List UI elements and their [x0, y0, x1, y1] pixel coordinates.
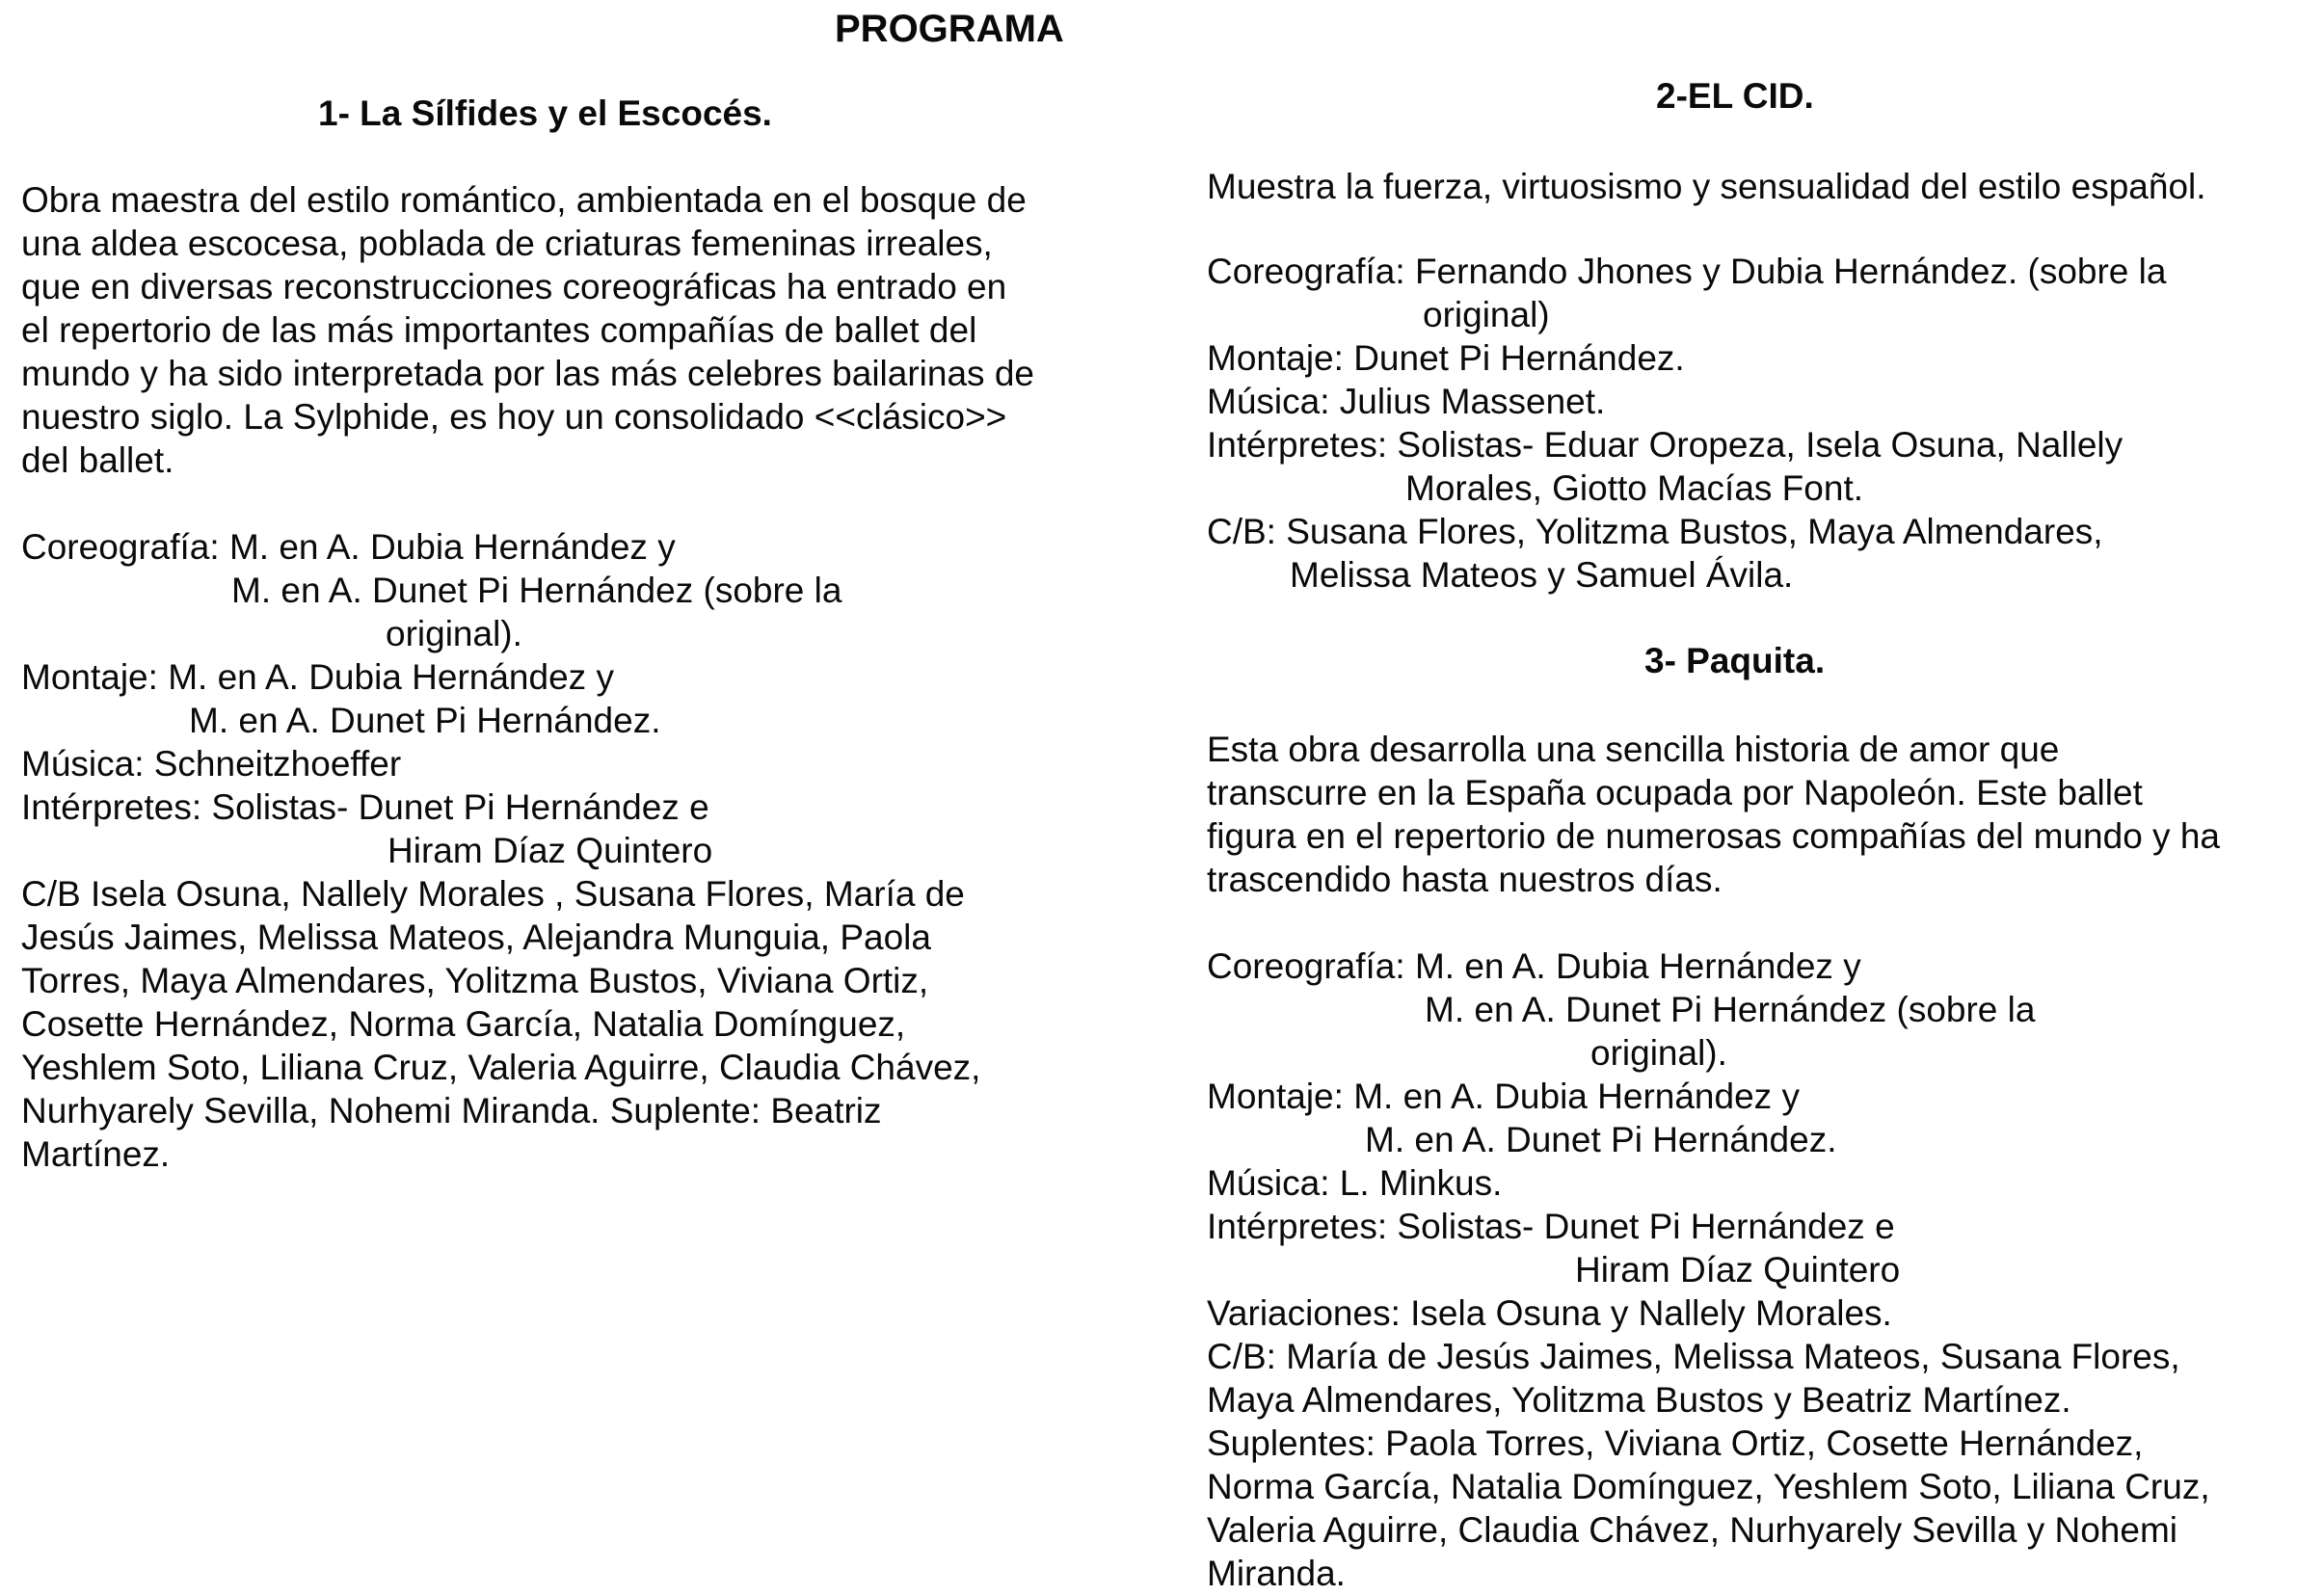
- credit-line: Miranda.: [1207, 1554, 1346, 1593]
- credit-line: Suplentes: Paola Torres, Viviana Ortiz, Cosette Hernández,: [1207, 1423, 2144, 1463]
- credit-line: M. en A. Dunet Pi Hernández.: [189, 701, 661, 740]
- credit-line: M. en A. Dunet Pi Hernández (sobre la: [1425, 990, 2036, 1029]
- credit-line: original): [1423, 295, 1550, 334]
- credit-line: Norma García, Natalia Domínguez, Yeshlem Soto, Liliana Cruz,: [1207, 1467, 2210, 1506]
- credit-line: Melissa Mateos y Samuel Ávila.: [1290, 555, 1794, 595]
- credit-line: original).: [1590, 1033, 1727, 1073]
- credit-line: Yeshlem Soto, Liliana Cruz, Valeria Aguirre, Claudia Chávez,: [21, 1048, 981, 1087]
- credit-line: Música: Schneitzhoeffer: [21, 744, 402, 784]
- right-column: [1186, 0, 2297, 1596]
- credit-line: Montaje: M. en A. Dubia Hernández y: [1207, 1077, 1800, 1116]
- credit-line: Coreografía: Fernando Jhones y Dubia Hernández. (sobre la: [1207, 252, 2167, 291]
- cid-description: Muestra la fuerza, virtuosismo y sensualidad del estilo español.: [1207, 167, 2206, 206]
- credit-line: Intérpretes: Solistas- Dunet Pi Hernández e: [21, 787, 709, 827]
- credit-line: Nurhyarely Sevilla, Nohemi Miranda. Suplente: Beatriz: [21, 1091, 882, 1130]
- paragraph-line: una aldea escocesa, poblada de criaturas femeninas irreales,: [21, 224, 993, 263]
- credit-line: Intérpretes: Solistas- Dunet Pi Hernández e: [1207, 1207, 1895, 1246]
- credit-line: Martínez.: [21, 1134, 171, 1174]
- credit-line: Hiram Díaz Quintero: [1575, 1250, 1901, 1290]
- credit-line: Jesús Jaimes, Melissa Mateos, Alejandra Munguia, Paola: [21, 918, 931, 957]
- credit-line: Coreografía: M. en A. Dubia Hernández y: [1207, 946, 1861, 986]
- paragraph-line: trascendido hasta nuestros días.: [1207, 860, 1723, 899]
- credit-line: Coreografía: M. en A. Dubia Hernández y: [21, 527, 676, 567]
- paragraph-line: figura en el repertorio de numerosas compañías del mundo y ha: [1207, 816, 2220, 856]
- paragraph-line: el repertorio de las más importantes compañías de ballet del: [21, 310, 977, 350]
- paragraph-line: Esta obra desarrolla una sencilla historia de amor que: [1207, 730, 2060, 769]
- credit-line: C/B: María de Jesús Jaimes, Melissa Mateos, Susana Flores,: [1207, 1337, 2180, 1376]
- credit-line: Montaje: Dunet Pi Hernández.: [1207, 338, 1685, 378]
- paragraph-line: nuestro siglo. La Sylphide, es hoy un consolidado <<clásico>>: [21, 397, 1007, 437]
- credit-line: Cosette Hernández, Norma García, Natalia Domínguez,: [21, 1004, 906, 1044]
- section-heading-cid: 2-EL CID.: [1656, 76, 1814, 116]
- section-heading-paquita: 3- Paquita.: [1644, 641, 1826, 680]
- credit-line: Torres, Maya Almendares, Yolitzma Bustos, Viviana Ortiz,: [21, 961, 929, 1000]
- left-column: [0, 0, 1118, 1596]
- credit-line: Música: L. Minkus.: [1207, 1163, 1503, 1203]
- credit-line: Valeria Aguirre, Claudia Chávez, Nurhyarely Sevilla y Nohemi: [1207, 1510, 2177, 1550]
- paragraph-line: Obra maestra del estilo romántico, ambientada en el bosque de: [21, 180, 1027, 220]
- paragraph-line: transcurre en la España ocupada por Napoleón. Este ballet: [1207, 773, 2143, 812]
- credit-line: Intérpretes: Solistas- Eduar Oropeza, Isela Osuna, Nallely: [1207, 425, 2123, 465]
- credit-line: Música: Julius Massenet.: [1207, 382, 1606, 421]
- page-title: PROGRAMA: [835, 8, 1064, 50]
- credit-line: Morales, Giotto Macías Font.: [1405, 468, 1864, 508]
- credit-line: M. en A. Dunet Pi Hernández.: [1365, 1120, 1837, 1159]
- paragraph-line: del ballet.: [21, 440, 174, 480]
- paragraph-line: que en diversas reconstrucciones coreográficas ha entrado en: [21, 267, 1007, 306]
- credit-line: Variaciones: Isela Osuna y Nallely Morales.: [1207, 1293, 1892, 1333]
- credit-line: Maya Almendares, Yolitzma Bustos y Beatriz Martínez.: [1207, 1380, 2071, 1420]
- credit-line: M. en A. Dunet Pi Hernández (sobre la: [231, 571, 842, 610]
- credit-line: Montaje: M. en A. Dubia Hernández y: [21, 657, 614, 697]
- section-heading-sylphide: 1- La Sílfides y el Escocés.: [318, 93, 772, 133]
- credit-line: original).: [386, 614, 522, 653]
- credit-line: Hiram Díaz Quintero: [387, 831, 713, 870]
- credit-line: C/B: Susana Flores, Yolitzma Bustos, Maya Almendares,: [1207, 512, 2103, 551]
- paragraph-line: mundo y ha sido interpretada por las más celebres bailarinas de: [21, 354, 1034, 393]
- credit-line: C/B Isela Osuna, Nallely Morales , Susana Flores, María de: [21, 874, 965, 914]
